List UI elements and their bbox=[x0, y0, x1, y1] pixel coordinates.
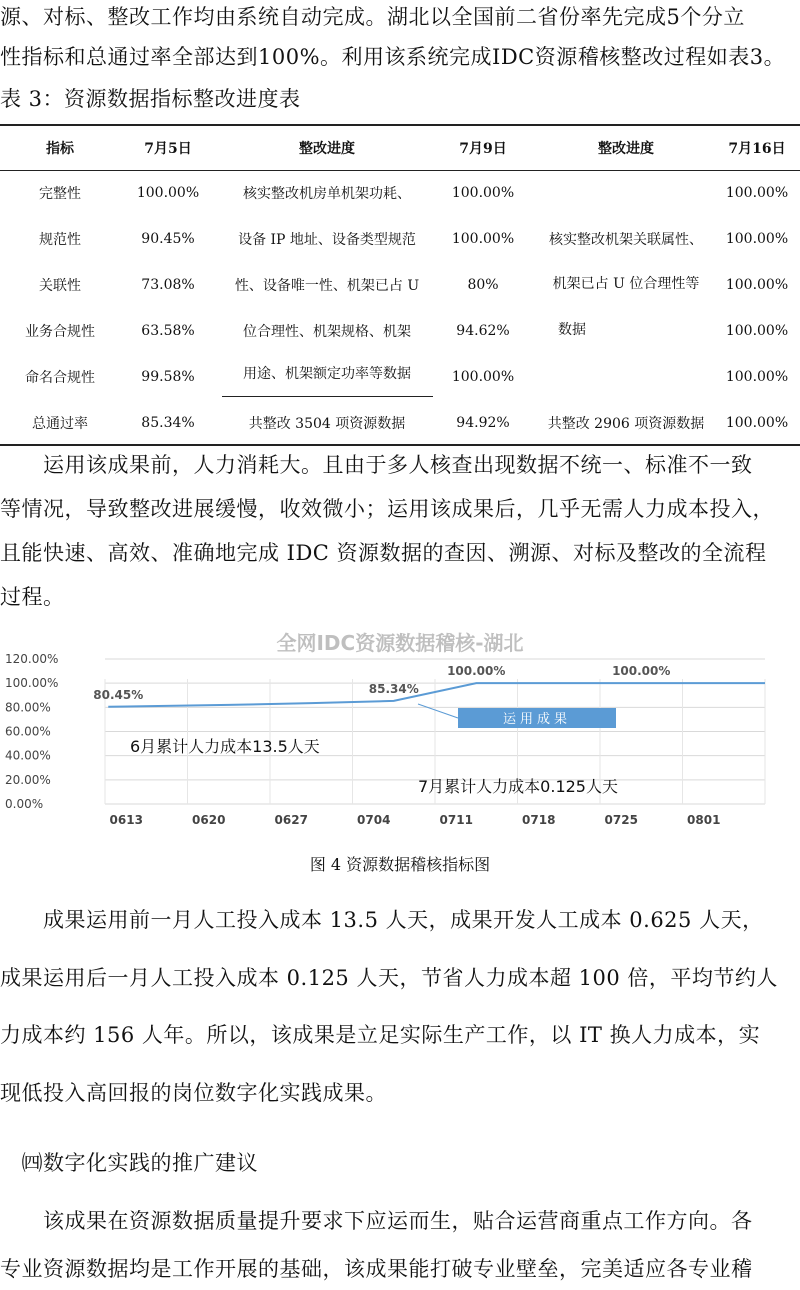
x-tick-label: 0613 bbox=[109, 813, 143, 827]
header-jul9: 7月9日 bbox=[459, 141, 507, 157]
row-jul9-4: 94.62% bbox=[456, 323, 510, 339]
row-name-6: 总通过率 bbox=[32, 416, 88, 432]
para2-line-1: 成果运用前一月人工投入成本 13.5 人天，成果开发人工成本 0.625 人天， bbox=[0, 908, 764, 932]
row-jul9-1: 100.00% bbox=[451, 185, 515, 201]
row-jul9-5: 100.00% bbox=[451, 369, 515, 385]
row-jul16-5: 100.00% bbox=[725, 369, 789, 385]
para1-line-2: 等情况，导致整改进展缓慢，收效微小；运用该成果后，几乎无需人力成本投入， bbox=[0, 497, 774, 521]
row-name-2: 规范性 bbox=[39, 232, 81, 248]
row-jul5-2: 90.45% bbox=[141, 231, 195, 247]
row-jul16-2: 100.00% bbox=[725, 231, 789, 247]
para3-line-2: 专业资源数据均是工作开展的基础，该成果能打破专业壁垒，完美适应各专业稽 bbox=[0, 1257, 753, 1281]
row-jul16-3: 100.00% bbox=[725, 277, 789, 293]
progress2-total: 共整改 2906 项资源数据 bbox=[547, 416, 705, 432]
header-progress-1: 整改进度 bbox=[299, 141, 355, 157]
x-tick-label: 0711 bbox=[439, 813, 473, 827]
data-label: 80.45% bbox=[93, 687, 144, 702]
x-tick-label: 0704 bbox=[357, 813, 391, 827]
audit-indicator-chart bbox=[0, 626, 800, 829]
progress1-line-2: 设备 IP 地址、设备类型规范 bbox=[238, 232, 416, 248]
chart-title: 全网IDC资源数据稽核-湖北 bbox=[276, 631, 524, 655]
row-jul9-6: 94.92% bbox=[456, 415, 510, 431]
annotation-before: 6月累计人力成本13.5人天 bbox=[130, 737, 320, 756]
row-jul5-1: 100.00% bbox=[136, 185, 200, 201]
row-jul9-3: 80% bbox=[467, 277, 499, 293]
para2-line-4: 现低投入高回报的岗位数字化实践成果。 bbox=[0, 1081, 387, 1105]
row-jul9-2: 100.00% bbox=[451, 231, 515, 247]
row-name-3: 关联性 bbox=[39, 278, 81, 294]
progress1-line-4: 位合理性、机架规格、机架 bbox=[243, 324, 411, 340]
y-tick-label: 60.00% bbox=[5, 724, 51, 739]
y-tick-label: 120.00% bbox=[5, 652, 59, 666]
figure-caption: 图 4 资源数据稽核指标图 bbox=[309, 855, 491, 874]
progress1-line-3: 性、设备唯一性、机架已占 U bbox=[234, 278, 420, 294]
y-tick-label: 20.00% bbox=[5, 772, 51, 787]
progress-table bbox=[0, 124, 800, 446]
annotation-after: 7月累计人力成本0.125人天 bbox=[418, 777, 618, 796]
progress2-line-2: 机架已占 U 位合理性等 bbox=[552, 276, 700, 292]
para2-line-2: 成果运用后一月人工投入成本 0.125 人天，节省人力成本超 100 倍，平均节约人 bbox=[0, 966, 778, 990]
row-name-1: 完整性 bbox=[39, 186, 81, 202]
para2-line-3: 力成本约 156 人年。所以，该成果是立足实际生产工作，以 IT 换人力成本，实 bbox=[0, 1023, 761, 1047]
row-jul5-3: 73.08% bbox=[141, 277, 195, 293]
progress2-line-1: 核实整改机架关联属性、 bbox=[549, 232, 703, 248]
y-tick-label: 80.00% bbox=[5, 700, 51, 715]
row-name-4: 业务合规性 bbox=[25, 324, 95, 340]
para1-line-3: 且能快速、高效、准确地完成 IDC 资源数据的查因、溯源、对标及整改的全流程 bbox=[0, 541, 767, 565]
para1-line-4: 过程。 bbox=[0, 585, 65, 609]
series-line bbox=[108, 683, 765, 707]
header-jul16: 7月16日 bbox=[728, 141, 786, 157]
progress2-line-3: 数据 bbox=[558, 322, 586, 338]
row-jul5-5: 99.58% bbox=[141, 369, 195, 385]
x-tick-label: 0718 bbox=[522, 813, 556, 827]
row-jul16-1: 100.00% bbox=[725, 185, 789, 201]
progress1-line-5: 用途、机架额定功率等数据 bbox=[243, 366, 411, 382]
table-title: 表 3：资源数据指标整改进度表 bbox=[0, 87, 301, 111]
callout-leader bbox=[418, 704, 458, 718]
header-indicator: 指标 bbox=[46, 141, 74, 157]
para3-line-1: 该成果在资源数据质量提升要求下应运而生，贴合运营商重点工作方向。各 bbox=[0, 1209, 753, 1233]
header-jul5: 7月5日 bbox=[144, 141, 192, 157]
row-jul5-6: 85.34% bbox=[141, 415, 195, 431]
data-label: 85.34% bbox=[368, 681, 419, 696]
x-tick-label: 0620 bbox=[192, 813, 226, 827]
y-tick-label: 40.00% bbox=[5, 748, 51, 763]
y-tick-label: 100.00% bbox=[5, 676, 59, 691]
row-name-5: 命名合规性 bbox=[25, 370, 95, 386]
progress1-divider bbox=[222, 396, 433, 397]
row-jul16-4: 100.00% bbox=[725, 323, 789, 339]
data-label: 100.00% bbox=[612, 664, 671, 679]
progress1-line-1: 核实整改机房单机架功耗、 bbox=[243, 186, 411, 202]
table-header-row bbox=[0, 126, 800, 171]
x-tick-label: 0725 bbox=[604, 813, 638, 827]
x-tick-label: 0801 bbox=[687, 813, 721, 827]
progress1-total: 共整改 3504 项资源数据 bbox=[248, 416, 406, 432]
top-text-line-2: 性指标和总通过率全部达到100%。利用该系统完成IDC资源稽核整改过程如表3。 bbox=[0, 45, 786, 69]
data-label: 100.00% bbox=[447, 664, 506, 679]
chart-svg bbox=[0, 626, 800, 829]
header-progress-2: 整改进度 bbox=[598, 141, 654, 157]
row-jul5-4: 63.58% bbox=[141, 323, 195, 339]
x-tick-label: 0627 bbox=[274, 813, 308, 827]
callout-label: 运用成果 bbox=[502, 712, 572, 727]
section-heading: ㈣数字化实践的推广建议 bbox=[0, 1151, 258, 1175]
y-tick-label: 0.00% bbox=[5, 797, 44, 811]
top-text-line-1: 源、对标、整改工作均由系统自动完成。湖北以全国前二省份率先完成5个分立 bbox=[0, 5, 745, 29]
para1-line-1: 运用该成果前，人力消耗大。且由于多人核查出现数据不统一、标准不一致 bbox=[0, 453, 753, 477]
row-jul16-6: 100.00% bbox=[725, 415, 789, 431]
